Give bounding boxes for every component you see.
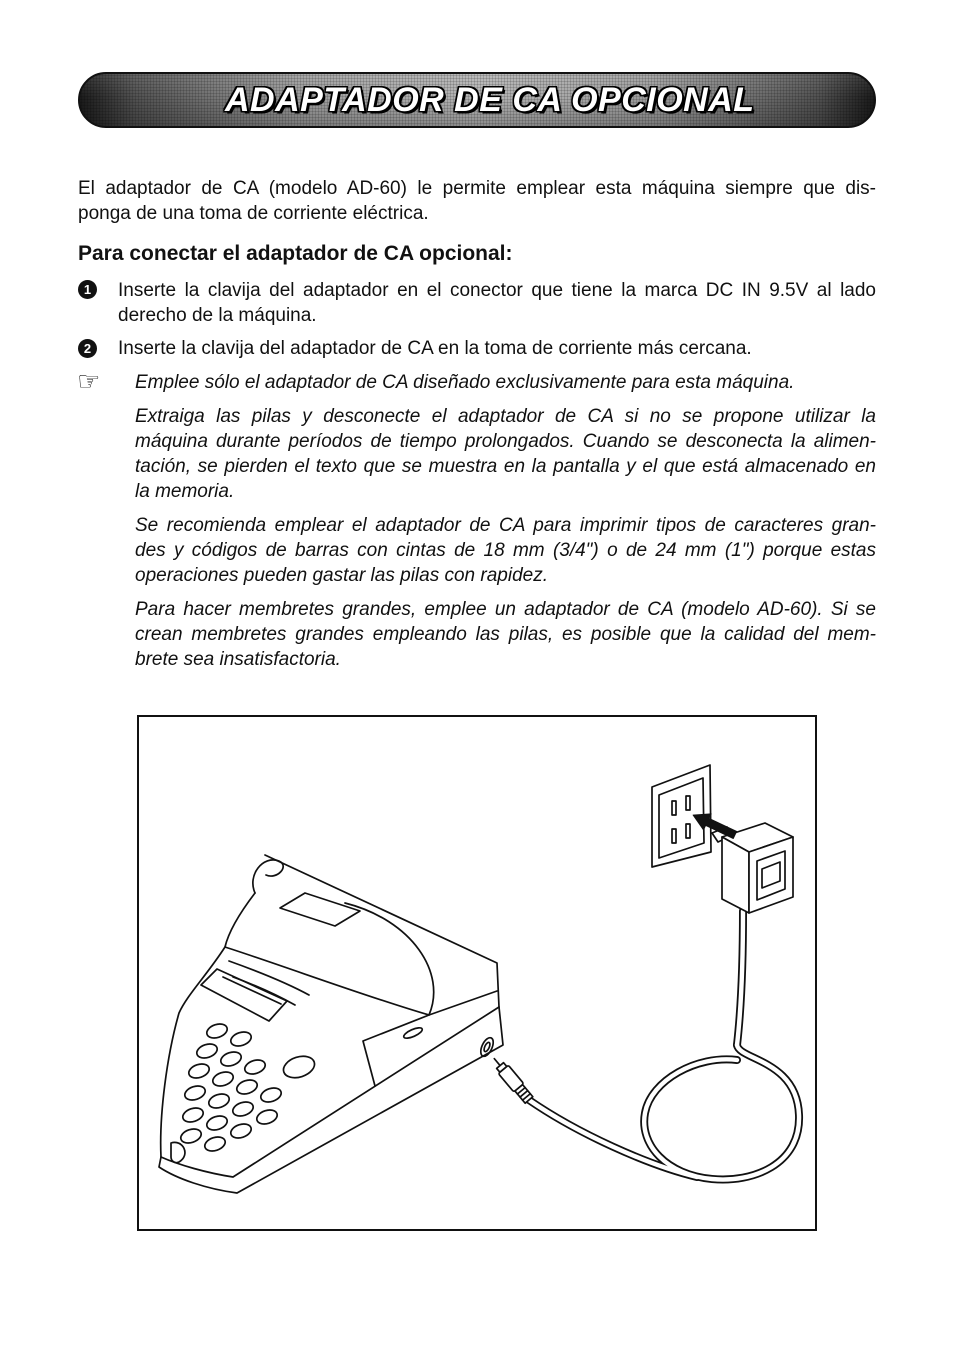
page-title: ADAPTADOR DE CA OPCIONAL	[225, 81, 755, 119]
keypad-key	[207, 1092, 231, 1111]
note-line: des y códigos de barras con cintas de 18 mm (3/4") o de 24 mm (1") porque estas	[135, 540, 876, 561]
keypad-key	[229, 1030, 253, 1049]
keypad-key	[181, 1106, 205, 1125]
power-key	[171, 1142, 185, 1162]
keypad-key	[235, 1078, 259, 1097]
dc-jack	[478, 1036, 496, 1058]
note-line: Emplee sólo el adaptador de CA diseñado exclusivamente para esta máquina.	[135, 372, 795, 393]
note-line: tación, se pierden el texto que se muestra en la pantalla y el que está almacenado en	[135, 456, 876, 477]
step-text-line: Inserte la clavija del adaptador de CA en la toma de corriente más cercana.	[118, 338, 752, 359]
keypad-key	[179, 1127, 203, 1146]
printer-cover-contour	[229, 961, 309, 995]
note-line: crean membretes grandes empleando las pilas, es posible que la calidad del mem-	[135, 624, 876, 645]
power-cable	[529, 911, 799, 1180]
keypad-key	[211, 1070, 235, 1089]
printer-left-contour	[161, 893, 255, 1157]
figure-frame	[137, 715, 817, 1231]
note-paragraph	[135, 370, 876, 395]
note-line: brete sea insatisfactoria.	[135, 649, 341, 670]
printer-back-edge	[265, 855, 499, 1007]
keypad	[171, 1022, 317, 1163]
note-line: la memoria.	[135, 481, 235, 502]
note-line: Se recomienda emplear el adaptador de CA para imprimir tipos de caracteres gran-	[135, 515, 876, 536]
printer-cover-dome	[345, 903, 434, 1015]
step-text-line: derecho de la máquina.	[118, 305, 317, 326]
keypad-key	[259, 1086, 283, 1105]
step-item	[118, 278, 876, 328]
note-paragraph	[135, 597, 876, 672]
note-paragraph	[135, 513, 876, 588]
printer-cover-front-edge	[225, 947, 429, 1015]
step-item	[118, 336, 876, 361]
top-window	[280, 893, 360, 926]
step-text-line: Inserte la clavija del adaptador en el conector que tiene la marca DC IN 9.5V al lado	[118, 280, 876, 301]
intro-paragraph	[78, 176, 876, 226]
display-window	[201, 969, 287, 1021]
note-paragraph	[135, 404, 876, 504]
section-heading: Para conectar el adaptador de CA opcional:	[78, 242, 513, 265]
figure-illustration	[139, 717, 815, 1229]
intro-line: El adaptador de CA (modelo AD-60) le permite emplear esta máquina siempre que dis-	[78, 178, 876, 199]
keypad-large-key	[281, 1053, 318, 1082]
ac-adapter-icon	[712, 823, 793, 913]
step-number-badge: 2	[78, 339, 97, 358]
keypad-key	[205, 1022, 229, 1041]
note-line: operaciones pueden gastar las pilas con rapidez.	[135, 565, 548, 586]
keypad-key	[187, 1062, 211, 1081]
title-banner	[78, 72, 876, 128]
keypad-key	[231, 1100, 255, 1119]
step-number-badge: 1	[78, 280, 97, 299]
keypad-key	[255, 1108, 279, 1127]
keypad-key	[205, 1114, 229, 1133]
note-line: Para hacer membretes grandes, emplee un adaptador de CA (modelo AD-60). Si se	[135, 599, 876, 620]
printer-front-strip	[363, 991, 497, 1086]
intro-line: ponga de una toma de corriente eléctrica.	[78, 203, 429, 224]
keypad-key	[219, 1050, 243, 1069]
keypad-key	[183, 1084, 207, 1103]
pointing-hand-icon	[77, 369, 103, 395]
keypad-key	[243, 1058, 267, 1077]
keypad-key	[229, 1122, 253, 1141]
note-line: Extraiga las pilas y desconecte el adaptador de CA si no se propone utilizar la	[135, 406, 876, 427]
dc-plug-icon	[489, 1054, 534, 1104]
note-line: máquina durante períodos de tiempo prolongados. Cuando se desconecta la alimen-	[135, 431, 876, 452]
printer-front-groove	[402, 1026, 423, 1041]
label-printer-icon	[159, 855, 503, 1193]
keypad-key	[195, 1042, 219, 1061]
keypad-key	[203, 1135, 227, 1154]
printer-cover-curl	[253, 860, 283, 893]
display-inner-line	[223, 977, 281, 1004]
